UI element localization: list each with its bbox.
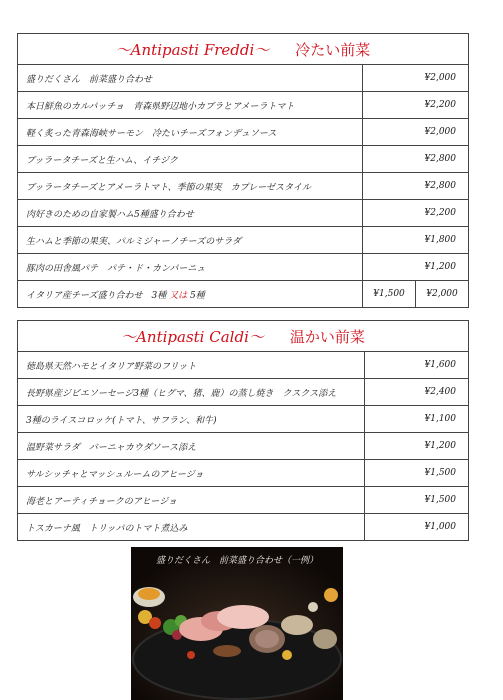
cheese-name: イタリア産チーズ盛り合わせ 3種 [26, 290, 167, 301]
menu-item-price: ¥2,000 [363, 119, 469, 146]
menu-row [18, 514, 469, 541]
menu-row [18, 173, 469, 200]
menu-row [18, 460, 469, 487]
menu-item-name: サルシッチャとマッシュルームのアヒージョ [18, 460, 365, 487]
menu-row [18, 65, 469, 92]
menu-item-price: ¥1,600 [365, 352, 469, 379]
menu-item-price: ¥1,500 [365, 460, 469, 487]
cheese-item-name [18, 281, 363, 308]
caldi-header-row [18, 321, 469, 352]
cheese-name-suffix: 5種 [190, 290, 205, 301]
caldi-title-en: ～Antipasti Caldi～ [121, 327, 264, 346]
menu-row [18, 92, 469, 119]
menu-item-price: ¥1,000 [365, 514, 469, 541]
menu-row [18, 200, 469, 227]
menu-item-name: 盛りだくさん 前菜盛り合わせ [18, 65, 363, 92]
caldi-title-jp: 温かい前菜 [289, 327, 365, 346]
antipasti-caldi-table [17, 320, 469, 541]
menu-item-price: ¥1,200 [363, 254, 469, 281]
menu-item-price: ¥2,800 [363, 173, 469, 200]
freddi-title-en: ～Antipasti Freddi～ [115, 40, 270, 59]
menu-row [18, 379, 469, 406]
menu-item-price: ¥2,400 [365, 379, 469, 406]
freddi-header [18, 34, 469, 65]
menu-item-name: ブッラータチーズとアメーラトマト、季節の果実 カプレーゼスタイル [18, 173, 363, 200]
menu-item-price: ¥2,000 [363, 65, 469, 92]
platter-illustration [131, 547, 343, 700]
menu-item-name: 軽く炙った青森海峡サーモン 冷たいチーズフォンデュソース [18, 119, 363, 146]
menu-item-name: 本日鮮魚のカルパッチョ 青森県野辺地小カブラとアメーラトマト [18, 92, 363, 119]
caldi-header [18, 321, 469, 352]
menu-row [18, 433, 469, 460]
menu-row [18, 352, 469, 379]
menu-row [18, 227, 469, 254]
menu-item-name: 3種のライスコロッケ(トマト、サフラン、和牛) [18, 406, 365, 433]
freddi-title-jp: 冷たい前菜 [295, 40, 371, 59]
menu-item-name: 温野菜サラダ バーニャカウダソース添え [18, 433, 365, 460]
antipasti-freddi-table [17, 33, 469, 308]
photo-caption: 盛りだくさん 前菜盛り合わせ（一例） [155, 556, 318, 566]
menu-item-name: 生ハムと季節の果実、パルミジャーノチーズのサラダ [18, 227, 363, 254]
menu-item-price: ¥2,200 [363, 200, 469, 227]
menu-item-price: ¥1,800 [363, 227, 469, 254]
menu-row [18, 146, 469, 173]
menu-item-price: ¥1,200 [365, 433, 469, 460]
cheese-price-5: ¥2,000 [416, 281, 469, 308]
menu-row [18, 254, 469, 281]
menu-item-name: 豚肉の田舎風パテ パテ・ド・カンパーニュ [18, 254, 363, 281]
antipasti-platter-photo [131, 547, 343, 700]
menu-item-name: 徳島県天然ハモとイタリア野菜のフリット [18, 352, 365, 379]
menu-row [18, 119, 469, 146]
menu-item-name: 海老とアーティチョークのアヒージョ [18, 487, 365, 514]
menu-item-price: ¥1,500 [365, 487, 469, 514]
cheese-price-3: ¥1,500 [363, 281, 416, 308]
cheese-or: 又は [169, 290, 188, 301]
cheese-row [18, 281, 469, 308]
menu-item-name: 長野県産ジビエソーセージ3種（ヒグマ、猪、鹿）の蒸し焼き クスクス添え [18, 379, 365, 406]
menu-item-price: ¥1,100 [365, 406, 469, 433]
menu-row [18, 487, 469, 514]
freddi-header-row [18, 34, 469, 65]
menu-row [18, 406, 469, 433]
menu-item-price: ¥2,800 [363, 146, 469, 173]
menu-item-name: ブッラータチーズと生ハム、イチジク [18, 146, 363, 173]
menu-item-price: ¥2,200 [363, 92, 469, 119]
menu-item-name: 肉好きのための自家製ハム5種盛り合わせ [18, 200, 363, 227]
menu-item-name: トスカーナ風 トリッパのトマト煮込み [18, 514, 365, 541]
